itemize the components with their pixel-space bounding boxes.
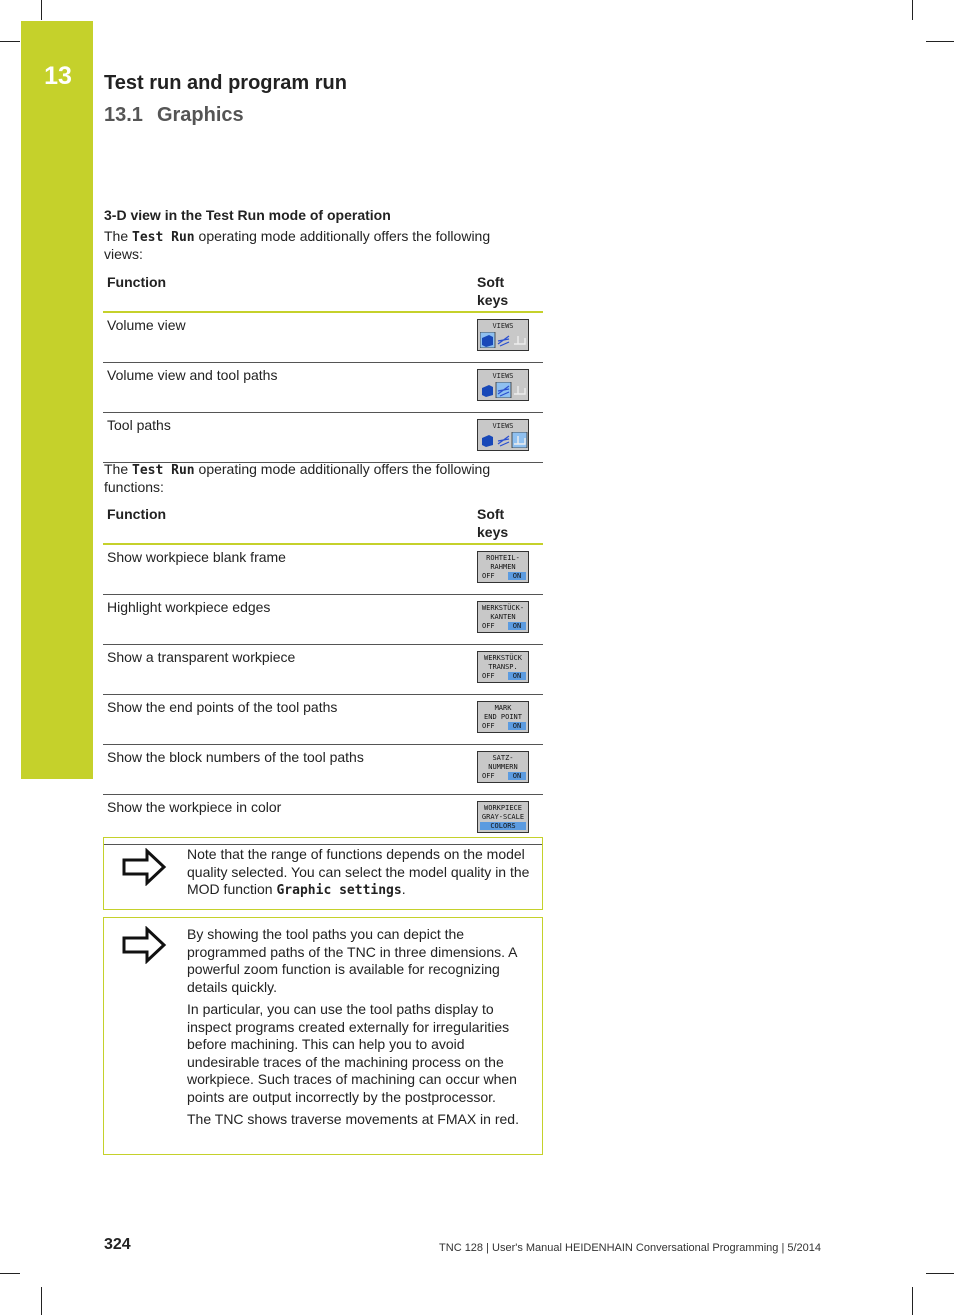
crop-mark	[41, 0, 42, 20]
note-paragraph: In particular, you can use the tool paths display to inspect programs created externally for irregularities before machining. This can help you to avoid undesirable traces of the machining process on the workpiece. Such traces of machining can occur when points are output incorrectly by the postprocessor.	[187, 1001, 517, 1105]
function-cell: Show the block numbers of the tool paths	[103, 745, 473, 795]
softkey-line2: TRANSP.	[488, 663, 518, 671]
toggle-softkey[interactable]	[477, 551, 529, 583]
functions-table	[103, 502, 543, 845]
function-cell: Show workpiece blank frame	[103, 544, 473, 595]
softkey-line1: SATZ-	[492, 754, 514, 762]
column-header-function: Function	[103, 270, 473, 312]
table-row	[103, 645, 543, 695]
softkey-line2: KANTEN	[490, 613, 516, 621]
crop-mark	[912, 0, 913, 20]
softkey-off-label: OFF	[482, 622, 495, 630]
softkey-label: VIEWS	[492, 372, 514, 380]
column-header-softkeys: Soft keys	[473, 270, 543, 312]
softkey-line2: NUMMERN	[488, 763, 518, 771]
toggle-softkey[interactable]	[477, 651, 529, 683]
crop-mark	[0, 41, 20, 42]
views-icons	[480, 382, 528, 398]
toggle-softkey[interactable]	[477, 701, 529, 733]
toggle-softkey[interactable]	[477, 801, 529, 833]
note-text: Note that the range of functions depends on the model quality selected. You can select the model quality in the MOD function Graphic settings.	[187, 846, 530, 898]
section-title: Graphics	[156, 104, 244, 126]
softkey-on-label: ON	[508, 672, 526, 680]
softkey-line2: GRAY-SCALE	[481, 813, 525, 821]
function-cell: Show the end points of the tool paths	[103, 695, 473, 745]
softkey-line1: WERKSTÜCK-	[481, 604, 525, 612]
section-number: 13.1	[104, 104, 143, 126]
table-row	[103, 363, 543, 413]
note-text	[187, 918, 542, 1142]
note-box-model-quality	[103, 837, 543, 910]
softkey-on-label: ON	[508, 722, 526, 730]
table-row	[103, 413, 543, 463]
toggle-softkey[interactable]	[477, 751, 529, 783]
table-row	[103, 695, 543, 745]
softkey-off-label: OFF	[482, 672, 495, 680]
softkey-colors-state: COLORS	[480, 822, 526, 830]
note-paragraph: By showing the tool paths you can depict the programmed paths of the TNC in three dimensions. A powerful zoom function is available for recognizing details quickly.	[187, 926, 517, 995]
function-cell: Show the workpiece in color	[103, 795, 473, 845]
views-table	[103, 270, 543, 463]
softkey-line1: WERKSTÜCK	[484, 654, 522, 662]
section-heading	[104, 104, 244, 127]
softkey-label: VIEWS	[492, 422, 514, 430]
function-cell: Tool paths	[103, 413, 473, 463]
arrow-right-icon	[121, 926, 167, 964]
softkey-off-label: OFF	[482, 772, 495, 780]
footer-text: TNC 128 | User's Manual HEIDENHAIN Conversational Programming | 5/2014	[439, 1242, 821, 1254]
chapter-tab	[21, 21, 93, 779]
crop-mark	[926, 1273, 954, 1274]
table-row	[103, 544, 543, 595]
column-header-softkeys: Soft keys	[473, 502, 543, 544]
chapter-number: 13	[44, 62, 72, 90]
views-softkey[interactable]	[477, 319, 529, 351]
function-cell: Volume view and tool paths	[103, 363, 473, 413]
softkey-label: VIEWS	[492, 322, 514, 330]
views-softkey[interactable]	[477, 419, 529, 451]
table-row	[103, 312, 543, 363]
softkey-on-label: ON	[508, 772, 526, 780]
function-cell: Show a transparent workpiece	[103, 645, 473, 695]
intro-paragraph-views: The Test Run operating mode additionally offers the following views:	[104, 228, 491, 262]
chapter-title: Test run and program run	[104, 72, 347, 94]
views-icons	[480, 432, 528, 448]
function-cell: Highlight workpiece edges	[103, 595, 473, 645]
note-paragraph: The TNC shows traverse movements at FMAX in red.	[187, 1111, 519, 1127]
crop-mark	[926, 41, 954, 42]
softkey-line1: MARK	[494, 704, 512, 712]
softkey-off-label: OFF	[482, 572, 495, 580]
views-softkey[interactable]	[477, 369, 529, 401]
softkey-on-label: ON	[508, 572, 526, 580]
softkey-line1: WORKPIECE	[484, 804, 522, 812]
column-header-function: Function	[103, 502, 473, 544]
table-row	[103, 745, 543, 795]
page-number: 324	[104, 1236, 131, 1253]
toggle-softkey[interactable]	[477, 601, 529, 633]
note-box-tool-paths	[103, 917, 543, 1155]
subheading: 3-D view in the Test Run mode of operation	[104, 207, 391, 223]
crop-mark	[912, 1287, 913, 1315]
softkey-line2: RAHMEN	[490, 563, 516, 571]
intro-paragraph-functions: The Test Run operating mode additionally offers the following functions:	[104, 461, 491, 495]
views-icons	[480, 332, 528, 348]
softkey-line2: END POINT	[484, 713, 522, 721]
crop-mark	[41, 1287, 42, 1315]
softkey-line1: ROHTEIL-	[486, 554, 520, 562]
crop-mark	[0, 1273, 20, 1274]
softkey-off-label: OFF	[482, 722, 495, 730]
arrow-right-icon	[121, 848, 167, 886]
function-cell: Volume view	[103, 312, 473, 363]
table-row	[103, 595, 543, 645]
softkey-on-label: ON	[508, 622, 526, 630]
